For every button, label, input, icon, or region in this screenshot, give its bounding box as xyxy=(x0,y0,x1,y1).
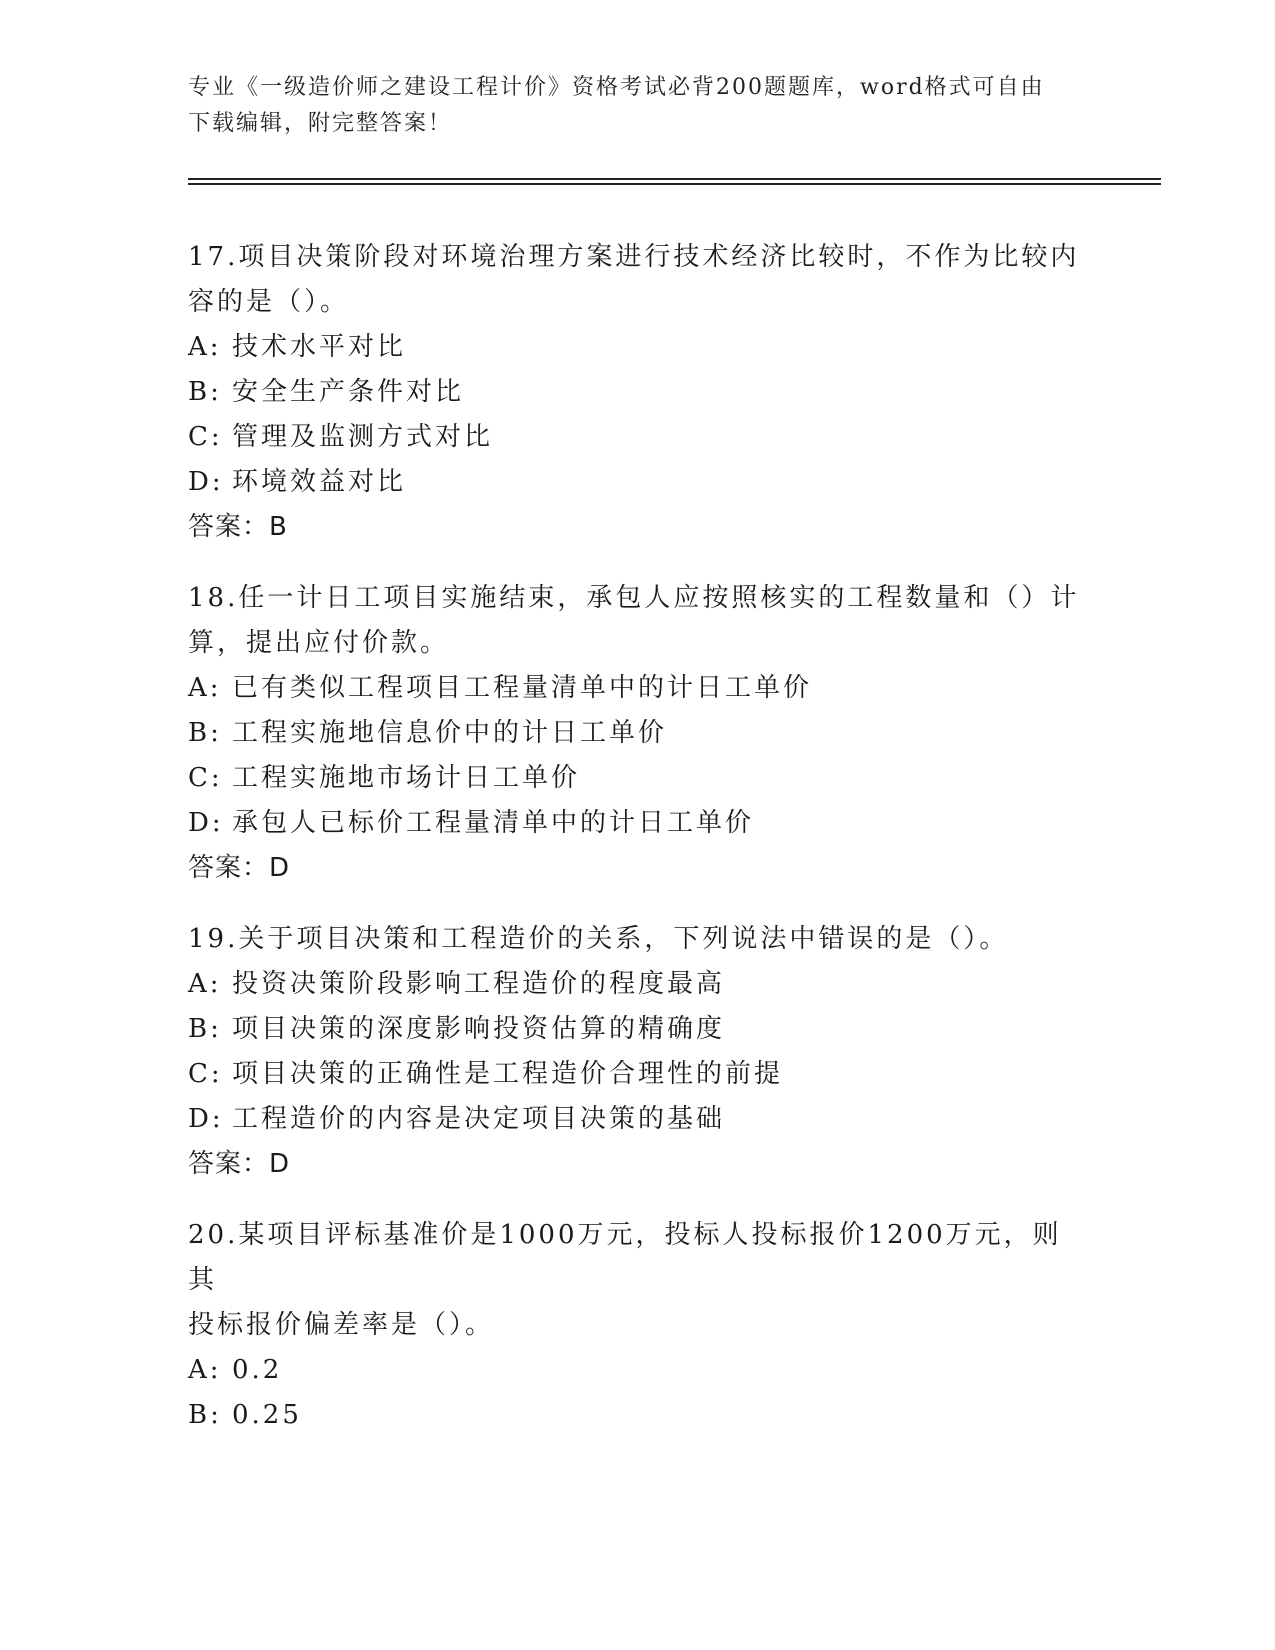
option-text: 0.2 xyxy=(232,1355,283,1385)
option-letter: B: xyxy=(188,1014,222,1044)
option-d xyxy=(188,1097,1088,1142)
question-stem xyxy=(188,576,1088,666)
option-letter: C: xyxy=(188,1059,223,1089)
option-letter: B: xyxy=(188,718,222,748)
answer-label: 答案：B xyxy=(188,512,288,542)
document-header xyxy=(188,70,1088,142)
option-letter: B: xyxy=(188,1400,222,1430)
option-text: 已有类似工程项目工程量清单中的计日工单价 xyxy=(232,673,813,703)
option-text: 工程实施地信息价中的计日工单价 xyxy=(232,718,668,748)
option-text: 工程实施地市场计日工单价 xyxy=(232,763,581,793)
option-d xyxy=(188,801,1088,846)
question-20 xyxy=(188,1213,1088,1438)
option-letter: C: xyxy=(188,422,223,452)
option-letter: D: xyxy=(188,467,224,497)
question-stem xyxy=(188,1213,1088,1348)
option-text: 投资决策阶段影响工程造价的程度最高 xyxy=(232,969,726,999)
option-b xyxy=(188,1007,1088,1052)
question-19 xyxy=(188,917,1088,1187)
question-stem-line-1: 17.项目决策阶段对环境治理方案进行技术经济比较时，不作为比较内 xyxy=(188,242,1080,272)
option-d xyxy=(188,460,1088,505)
option-text: 安全生产条件对比 xyxy=(232,377,465,407)
option-c xyxy=(188,415,1088,460)
option-a xyxy=(188,962,1088,1007)
option-text: 管理及监测方式对比 xyxy=(232,422,494,452)
question-stem-line-1: 18.任一计日工项目实施结束，承包人应按照核实的工程数量和（）计 xyxy=(188,583,1080,613)
option-a xyxy=(188,1348,1088,1393)
option-text: 工程造价的内容是决定项目决策的基础 xyxy=(232,1104,726,1134)
option-letter: D: xyxy=(188,1104,224,1134)
option-a xyxy=(188,666,1088,711)
option-text: 0.25 xyxy=(232,1400,302,1430)
question-stem xyxy=(188,917,1088,962)
header-divider-top xyxy=(188,178,1161,180)
option-text: 环境效益对比 xyxy=(232,467,407,497)
question-stem-line-2: 算，提出应付价款。 xyxy=(188,628,450,658)
option-text: 项目决策的深度影响投资估算的精确度 xyxy=(232,1014,726,1044)
header-line-2: 下载编辑，附完整答案！ xyxy=(188,111,453,136)
question-stem-line-2: 投标报价偏差率是（）。 xyxy=(188,1310,495,1340)
question-list xyxy=(188,235,1088,1464)
option-letter: C: xyxy=(188,763,223,793)
question-stem-line-1: 19.关于项目决策和工程造价的关系，下列说法中错误的是（）。 xyxy=(188,924,1009,954)
option-letter: A: xyxy=(188,1355,222,1385)
option-text: 项目决策的正确性是工程造价合理性的前提 xyxy=(232,1059,784,1089)
header-divider-bottom xyxy=(188,183,1161,185)
question-stem-line-1: 20.某项目评标基准价是1000万元，投标人投标报价1200万元，则其 xyxy=(188,1220,1062,1295)
option-c xyxy=(188,756,1088,801)
option-letter: A: xyxy=(188,332,222,362)
question-17 xyxy=(188,235,1088,550)
question-18 xyxy=(188,576,1088,891)
option-b xyxy=(188,711,1088,756)
option-a xyxy=(188,325,1088,370)
option-c xyxy=(188,1052,1088,1097)
option-letter: A: xyxy=(188,969,222,999)
header-line-1: 专业《一级造价师之建设工程计价》资格考试必背200题题库，word格式可自由 xyxy=(188,75,1045,100)
option-b xyxy=(188,370,1088,415)
option-b xyxy=(188,1393,1088,1438)
answer-label: 答案：D xyxy=(188,853,291,883)
question-stem-line-2: 容的是（）。 xyxy=(188,287,350,317)
option-letter: B: xyxy=(188,377,222,407)
question-stem xyxy=(188,235,1088,325)
option-letter: A: xyxy=(188,673,222,703)
option-letter: D: xyxy=(188,808,224,838)
option-text: 技术水平对比 xyxy=(232,332,407,362)
answer-label: 答案：D xyxy=(188,1149,291,1179)
option-text: 承包人已标价工程量清单中的计日工单价 xyxy=(232,808,755,838)
